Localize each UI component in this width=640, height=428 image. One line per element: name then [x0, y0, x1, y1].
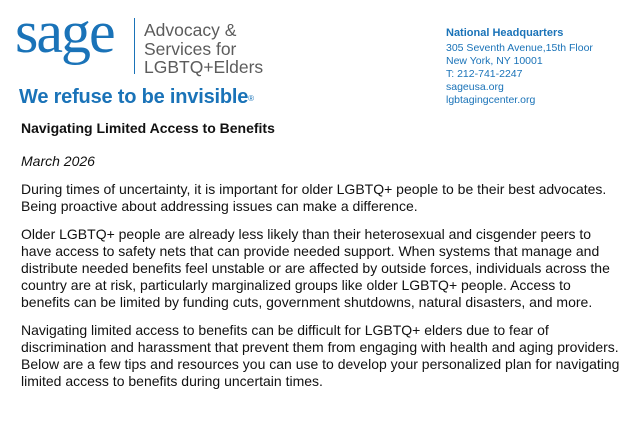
sage-logo-wordmark: sage [15, 0, 114, 65]
slogan-text: We refuse to be invisible [19, 86, 249, 108]
address-line-1: 305 Seventh Avenue,15th Floor [446, 42, 593, 54]
website-link-lgbtagingcenter[interactable]: lgbtagingcenter.org [446, 94, 536, 106]
phone-number: T: 212-741-2247 [446, 68, 523, 80]
registered-mark: ® [248, 94, 254, 103]
logo-tagline [144, 21, 263, 77]
slogan [19, 86, 254, 108]
document-title: Navigating Limited Access to Benefits [21, 120, 275, 136]
logo-divider [134, 18, 135, 74]
letterhead [0, 0, 640, 112]
tagline-line-3: LGBTQ+Elders [144, 57, 264, 77]
address-line-2: New York, NY 10001 [446, 55, 543, 67]
contact-block [446, 27, 593, 107]
website-link-sageusa[interactable]: sageusa.org [446, 81, 504, 93]
contact-heading: National Headquarters [446, 27, 564, 39]
paragraph-1: During times of uncertainty, it is important for older LGBTQ+ people to be their best advocates. Being proactive about addressing issues can make a difference. [21, 181, 607, 214]
paragraph-3: Navigating limited access to benefits can be difficult for LGBTQ+ elders due to fear of discrimination and harassment that prevent them from engaging with health and aging providers. Below are a few tips and resources you can use to develop your personalized plan for navigating limited access to benefits during uncertain times. [21, 322, 620, 389]
tagline-line-2: Services for [144, 38, 237, 59]
paragraph-2: Older LGBTQ+ people are already less likely than their heterosexual and cisgender peers to have access to safety nets that can provide needed support. When systems that manage and distribute needed benefits feel unstable or are affected by outside forces, individuals across the country are at risk, particularly marginalized groups like older LGBTQ+ people. Access to benefits can be limited by funding cuts, government shutdowns, natural disasters, and more. [21, 226, 610, 310]
document-body [21, 120, 621, 390]
tagline-line-1: Advocacy & [144, 20, 237, 40]
document-date: March 2026 [21, 153, 95, 169]
